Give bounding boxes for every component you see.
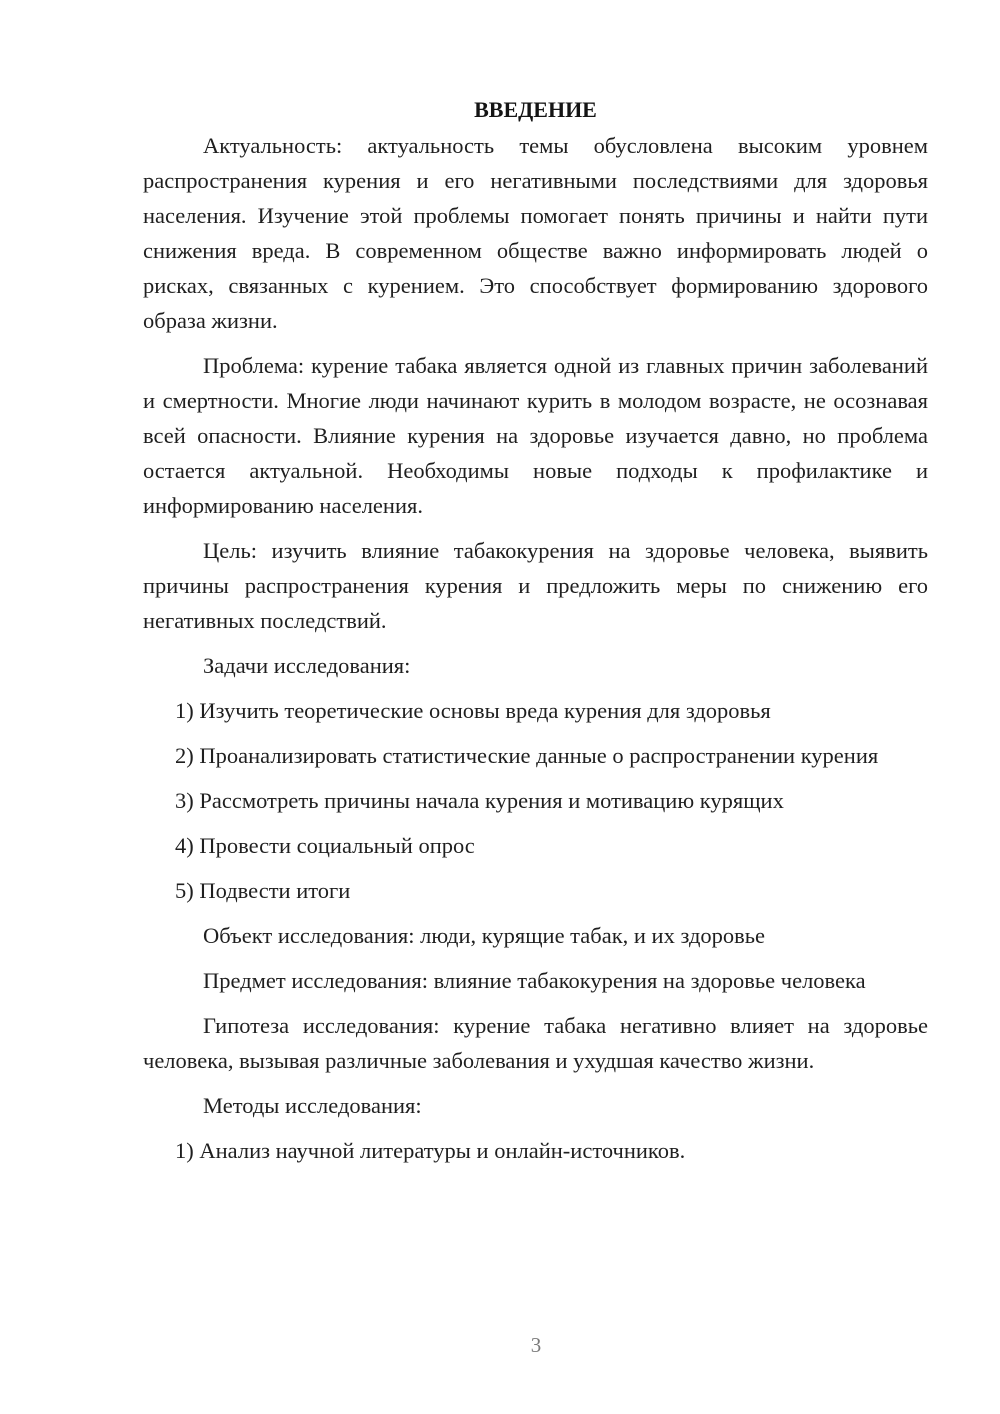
problem-paragraph: Проблема: курение табака является одной из главных причин заболеваний и смертности. Многие люди начинают курить в молодом возрасте, не осознавая всей опасности. Влияние курения на здоровье изучается давно, но проблема остается актуальной. Необходимы новые подходы к профилактике и информированию населения.	[143, 353, 928, 518]
method-item: 1) Анализ научной литературы и онлайн-источников.	[175, 1138, 686, 1163]
page-number: 3	[530, 1333, 542, 1357]
relevance-paragraph: Актуальность: актуальность темы обусловлена высоким уровнем распространения курения и его негативными последствиями для здоровья населения. Изучение этой проблемы помогает понять причины и найти пути снижения вреда. В современном обществе важно информировать людей о рисках, связанных с курением. Это способствует формированию здорового образа жизни.	[143, 133, 928, 333]
task-item: 5) Подвести итоги	[175, 878, 351, 903]
task-item: 1) Изучить теоретические основы вреда курения для здоровья	[175, 698, 771, 723]
hypothesis-paragraph: Гипотеза исследования: курение табака негативно влияет на здоровье человека, вызывая различные заболевания и ухудшая качество жизни.	[143, 1013, 928, 1073]
object-line: Объект исследования: люди, курящие табак, и их здоровье	[203, 923, 766, 948]
section-heading: ВВЕДЕНИЕ	[474, 97, 597, 122]
tasks-heading: Задачи исследования:	[203, 653, 411, 678]
goal-paragraph: Цель: изучить влияние табакокурения на здоровье человека, выявить причины распространения курения и предложить меры по снижению его негативных последствий.	[143, 538, 928, 633]
subject-paragraph: Предмет исследования: влияние табакокурения на здоровье человека	[203, 968, 866, 993]
document-page	[143, 92, 928, 1178]
task-item: 4) Провести социальный опрос	[175, 833, 475, 858]
task-item: 2) Проанализировать статистические данные о распространении курения	[175, 743, 879, 768]
task-item: 3) Рассмотреть причины начала курения и мотивацию курящих	[175, 788, 784, 813]
methods-heading: Методы исследования:	[203, 1093, 422, 1118]
